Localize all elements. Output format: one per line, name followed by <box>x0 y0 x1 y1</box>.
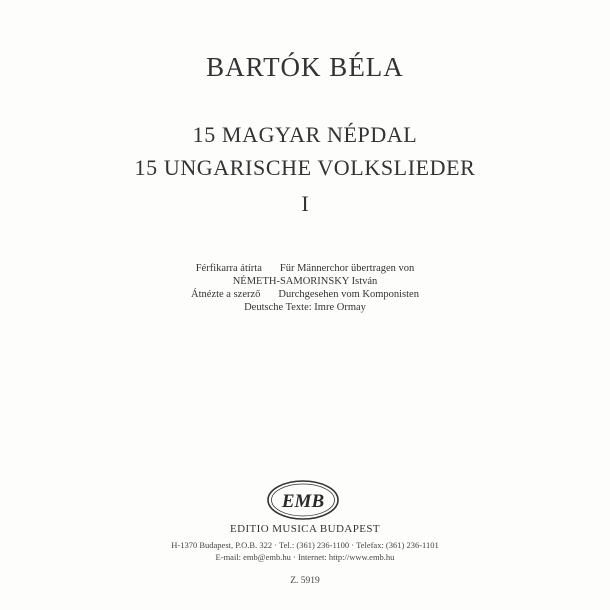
german-text-row <box>0 301 610 315</box>
publisher-contact: E-mail: emb@emb.hu · Internet: http://www.emb.hu <box>215 552 395 562</box>
reviewed-label-german: Durchgesehen vom Komponisten <box>278 289 419 300</box>
arranger-row <box>0 275 610 289</box>
emb-logo <box>266 479 340 521</box>
arranged-label-german: Für Männerchor übertragen von <box>279 263 415 274</box>
emb-logo-text: EMB <box>281 491 325 512</box>
volume-number: I <box>301 191 309 216</box>
composer-name: BARTÓK BÉLA <box>206 52 404 82</box>
catalog-number: Z. 5919 <box>290 576 320 586</box>
reviewed-row <box>0 288 610 302</box>
arranger-name: NÉMETH-SAMORINSKY István <box>232 276 378 287</box>
title-hungarian: 15 MAGYAR NÉPDAL <box>192 122 418 147</box>
arranged-row <box>0 262 610 276</box>
german-text-credit: Deutsche Texte: Imre Ormay <box>244 302 366 313</box>
arranged-label-hungarian: Férfikarra átírta <box>195 263 262 274</box>
publisher-name: EDITIO MUSICA BUDAPEST <box>230 523 380 535</box>
title-german: 15 UNGARISCHE VOLKSLIEDER <box>134 155 476 180</box>
reviewed-label-hungarian: Átnézte a szerző <box>191 289 261 300</box>
publisher-address: H-1370 Budapest, P.O.B. 322 · Tel.: (361) 236-1100 · Telefax: (361) 236-1101 <box>171 540 439 550</box>
